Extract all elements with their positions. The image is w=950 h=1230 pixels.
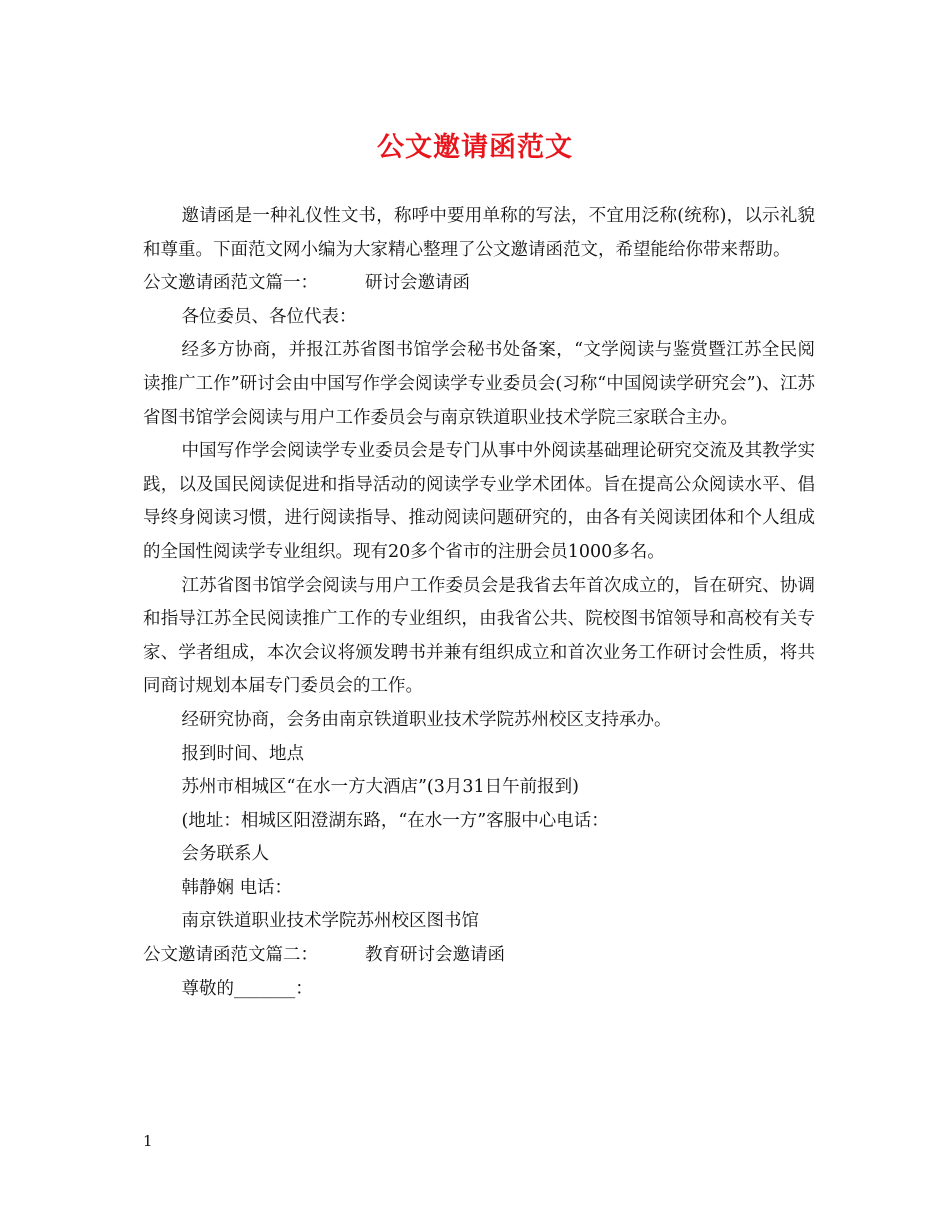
section-title-1: 研讨会邀请函 xyxy=(365,273,470,294)
section-label-2: 公文邀请函范文篇二： xyxy=(143,945,318,966)
info-line: 南京铁道职业技术学院苏州校区图书馆 xyxy=(181,911,479,932)
body-paragraph: 经研究协商，会务由南京铁道职业技术学院苏州校区支持承办。 xyxy=(181,709,672,730)
salutation-2: 尊敬的_______： xyxy=(181,978,313,999)
section-label-1: 公文邀请函范文篇一： xyxy=(143,273,318,294)
info-line: 苏州市相城区“在水一方大酒店”(3月31日午前报到) xyxy=(181,777,579,798)
section-heading-1 xyxy=(143,267,815,301)
body-paragraph: 中国写作学会阅读学专业委员会是专门从事中外阅读基础理论研究交流及其教学实践，以及国民阅读促进和指导活动的阅读学专业学术团体。旨在提高公众阅读水平、倡导终身阅读习惯，进行阅读指导、推动阅读问题研究的，由各有关阅读团体和个人组成的全国性阅读学专业组织。现有20多个省市的注册会员1000多名。 xyxy=(143,441,815,562)
document-title: 公文邀请函范文 xyxy=(377,132,573,163)
document-body xyxy=(143,200,815,1006)
info-line: 会务联系人 xyxy=(181,844,269,865)
intro-paragraph: 邀请函是一种礼仪性文书，称呼中要用单称的写法，不宜用泛称(统称)，以示礼貌和尊重。下面范文网小编为大家精心整理了公文邀请函范文，希望能给你带来帮助。 xyxy=(143,206,815,260)
section-title-2: 教育研讨会邀请函 xyxy=(365,945,505,966)
section-heading-2 xyxy=(143,939,815,973)
info-line: 韩静娴 电话： xyxy=(181,877,293,898)
page-number: 1 xyxy=(143,1132,153,1150)
info-line: (地址：相城区阳澄湖东路，“在水一方”客服中心电话： xyxy=(181,810,609,831)
info-line: 报到时间、地点 xyxy=(181,743,304,764)
salutation-1: 各位委员、各位代表： xyxy=(181,306,357,327)
body-paragraph: 经多方协商，并报江苏省图书馆学会秘书处备案，“文学阅读与鉴赏暨江苏全民阅读推广工作”研讨会由中国写作学会阅读学专业委员会(习称“中国阅读学研究会”)、江苏省图书馆学会阅读与用户工作委员会与南京铁道职业技术学院三家联合主办。 xyxy=(143,340,815,428)
body-paragraph: 江苏省图书馆学会阅读与用户工作委员会是我省去年首次成立的，旨在研究、协调和指导江苏全民阅读推广工作的专业组织，由我省公共、院校图书馆领导和高校有关专家、学者组成，本次会议将颁发聘书并兼有组织成立和首次业务工作研讨会性质，将共同商讨规划本届专门委员会的工作。 xyxy=(143,575,815,697)
